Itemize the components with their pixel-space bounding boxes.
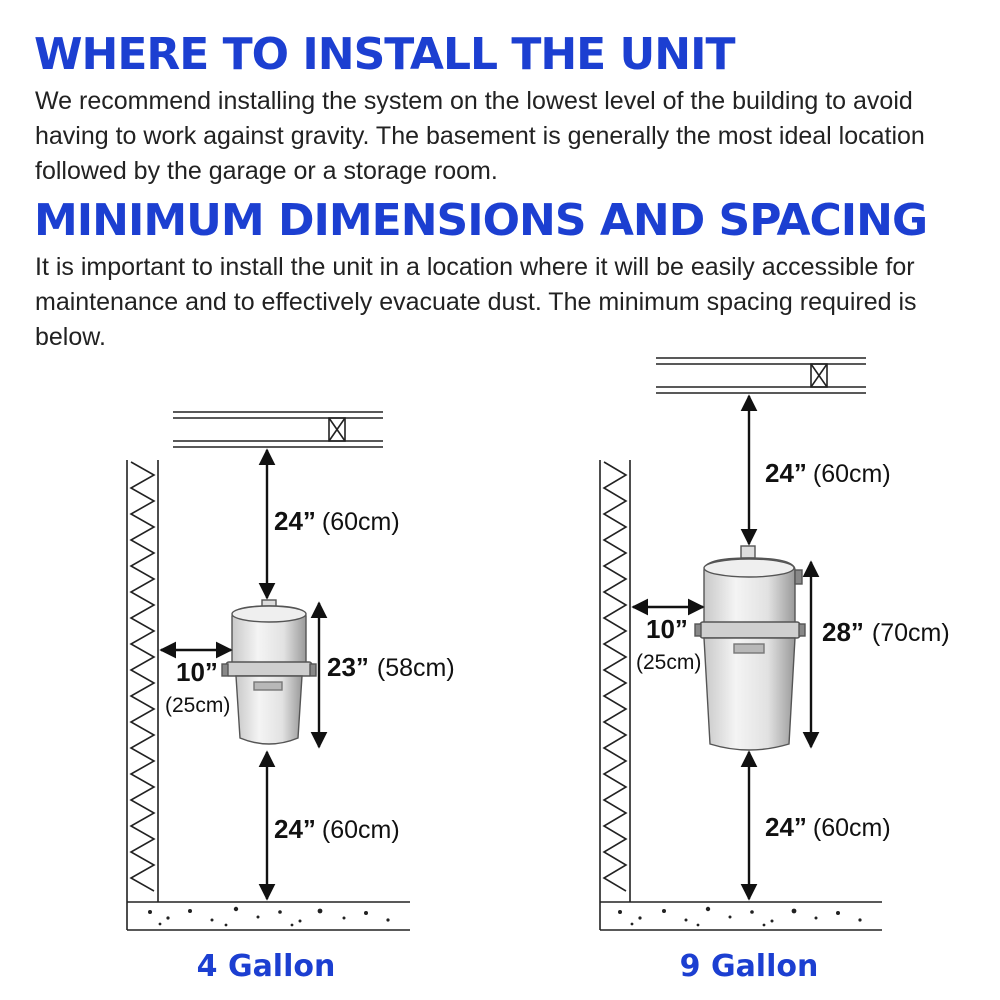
diagram-9-gallon — [600, 358, 950, 984]
svg-text:24”(60cm) — [765, 458, 891, 488]
diagram-4-gallon — [127, 412, 455, 984]
top-clearance-value: 24” — [765, 458, 807, 488]
bottom-clearance-metric: (60cm) — [321, 816, 400, 844]
top-clearance-value: 24” — [274, 506, 316, 536]
bottom-clearance-metric: (60cm) — [812, 814, 891, 842]
height-value: 23” — [327, 652, 369, 682]
top-clearance-metric: (60cm) — [321, 508, 400, 536]
heading-where-to-install: WHERE TO INSTALL THE UNIT — [34, 29, 735, 80]
side-clearance-value: 10” — [176, 657, 218, 687]
wall — [600, 460, 630, 902]
top-clearance-metric: (60cm) — [812, 460, 891, 488]
svg-text:24”(60cm) — [274, 506, 400, 536]
bottom-clearance-value: 24” — [274, 814, 316, 844]
vacuum-unit-4-gallon — [222, 600, 316, 744]
height-metric: (58cm) — [376, 654, 455, 682]
paragraph-minimum-dimensions: It is important to install the unit in a location where it will be easily accessible for maintenance and to effectively evacuate dust. The minimum spacing required is below. — [35, 253, 917, 351]
height-value: 28” — [822, 617, 864, 647]
side-clearance-value: 10” — [646, 614, 688, 644]
side-clearance-metric: (25cm) — [636, 651, 702, 674]
vacuum-unit-9-gallon — [695, 546, 805, 750]
svg-text:24”(60cm) — [274, 814, 400, 844]
bottom-clearance-value: 24” — [765, 812, 807, 842]
wall — [127, 460, 158, 902]
ceiling-joist — [656, 358, 866, 393]
ceiling-joist — [173, 412, 383, 447]
caption-4-gallon: 4 Gallon — [196, 949, 336, 984]
svg-text:23”(58cm) — [327, 652, 455, 682]
floor — [600, 902, 882, 930]
height-metric: (70cm) — [871, 619, 950, 647]
caption-9-gallon: 9 Gallon — [679, 949, 819, 984]
paragraph-where-to-install: We recommend installing the system on the lowest level of the building to avoid having to work against gravity. The basement is generally the most ideal location followed by the garage or a storage room. — [35, 87, 925, 185]
floor — [127, 902, 410, 930]
heading-minimum-dimensions: MINIMUM DIMENSIONS AND SPACING — [34, 195, 928, 246]
side-clearance-metric: (25cm) — [165, 694, 231, 717]
svg-text:28”(70cm) — [822, 617, 950, 647]
svg-text:24”(60cm) — [765, 812, 891, 842]
